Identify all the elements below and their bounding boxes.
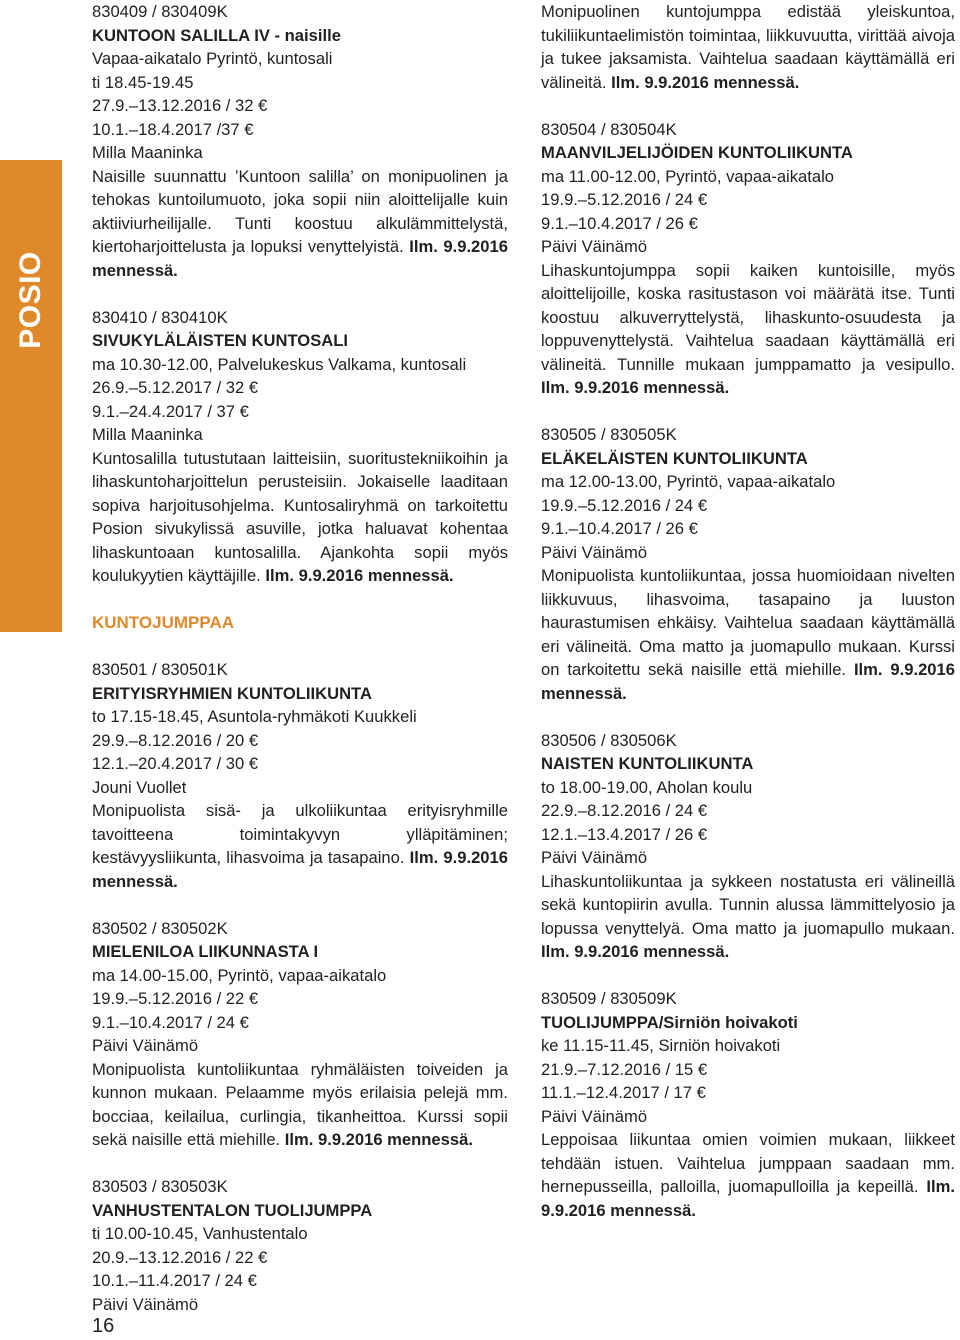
registration-deadline: Ilm. 9.9.2016 mennessä. (265, 566, 454, 585)
course-detail: to 18.00-19.00, Aholan koulu (541, 777, 753, 797)
course-description-text: Monipuolista kuntoliikuntaa ryhmäläisten toiveiden ja kunnon mukaan. Pelaamme myös erilaisia pelejä mm. bocciaa, keilailua, curlingia, tikanheittoa. Kurssi sopii sekä naisille että miehille. (92, 1059, 508, 1149)
course-description (92, 1058, 508, 1152)
left-top-entries (92, 0, 508, 588)
course-title: ELÄKELÄISTEN KUNTOLIIKUNTA (541, 448, 808, 468)
course-description-text: Leppoisaa liikuntaa omien voimien mukaan, liikkeet tehdään istuen. Vaihtelua jumppaan saadaan mm. hernepusseilla, palloilla, juomapulloilla ja kepeillä. (541, 1130, 955, 1196)
course-description-text: Monipuolista sisä- ja ulkoliikuntaa erityisryhmille tavoitteena toimintakyvyn ylläpitäminen; kestävyysliikunta, lihasvoima ja tasapaino. (92, 801, 508, 867)
course-detail: 21.9.–7.12.2016 / 15 € (541, 1059, 708, 1079)
course-detail: Milla Maaninka (92, 425, 203, 444)
course-detail: Päivi Väinämö (92, 1294, 199, 1314)
left-bottom-entries (92, 658, 508, 1316)
course-code: 830509 / 830509K (541, 989, 677, 1008)
course-detail: 29.9.–8.12.2016 / 20 € (92, 730, 259, 750)
course-entry (92, 658, 508, 893)
course-detail: 9.1.–10.4.2017 / 26 € (541, 213, 698, 233)
registration-deadline: Ilm. 9.9.2016 mennessä. (92, 237, 508, 280)
course-detail: Päivi Väinämö (541, 1106, 648, 1126)
course-code: 830504 / 830504K (541, 119, 677, 139)
continuation-description: Monipuolinen kuntojumppa edistää yleiskuntoa, tukiliikuntaelimistön toimintaa, liikkuvuutta, virittää aivoja ja tukee jaksamista. Vaihtelua saadaan käyttämällä eri välineitä. Ilm. 9.9.2016 mennessä. (541, 2, 955, 92)
course-entry (92, 306, 508, 588)
side-tab (0, 160, 62, 632)
course-description (541, 564, 955, 705)
course-title: VANHUSTENTALON TUOLIJUMPPA (92, 1200, 373, 1220)
course-entry (541, 729, 955, 964)
course-detail: ma 12.00-13.00, Pyrintö, vapaa-aikatalo (541, 472, 836, 491)
registration-deadline: Ilm. 9.9.2016 mennessä. (92, 848, 508, 891)
course-title: SIVUKYLÄLÄISTEN KUNTOSALI (92, 331, 348, 350)
continuation-entry (541, 0, 955, 94)
section-heading: KUNTOJUMPPAA (92, 613, 234, 632)
course-detail: 22.9.–8.12.2016 / 24 € (541, 801, 708, 820)
course-entry (541, 423, 955, 705)
course-detail: Vapaa-aikatalo Pyrintö, kuntosali (92, 49, 333, 68)
course-code: 830506 / 830506K (541, 730, 677, 750)
course-description (92, 165, 508, 283)
course-entry (92, 917, 508, 1152)
course-title: MAANVILJELIJÖIDEN KUNTOLIIKUNTA (541, 143, 853, 162)
right-column (541, 0, 955, 1246)
course-description (541, 1128, 955, 1222)
course-description-text: Kuntosalilla tutustutaan laitteisiin, suoritustekniikoihin ja lihaskuntoharjoittelun perusteisiin. Jokaiselle laaditaan sopiva harjoitusohjelma. Kuntosaliryhmä on tarkoitettu Posion sivukylissä asuville, jotka haluavat kohentaa lihaskuntoaan kuntosalilla. Ajankohta sopii myös koulukyytien käyttäjille. (92, 448, 508, 585)
page-number: 16 (92, 1315, 115, 1337)
course-entry (541, 118, 955, 400)
course-detail: ke 11.15-11.45, Sirniön hoivakoti (541, 1036, 781, 1055)
course-detail: 12.1.–20.4.2017 / 30 € (92, 754, 259, 773)
course-description (92, 447, 508, 588)
registration-deadline: Ilm. 9.9.2016 mennessä. (284, 1130, 473, 1149)
course-detail: Päivi Väinämö (541, 237, 648, 256)
registration-deadline: Ilm. 9.9.2016 mennessä. (541, 378, 730, 397)
left-column (92, 0, 508, 1340)
course-title: KUNTOON SALILLA IV - naisille (92, 25, 341, 45)
course-detail: 19.9.–5.12.2016 / 24 € (541, 190, 708, 209)
course-detail: 12.1.–13.4.2017 / 26 € (541, 824, 708, 844)
course-description-text: Lihaskuntoliikuntaa ja sykkeen nostatusta eri välineillä sekä kuntopiirin avulla. Tunnin alussa lämmittelyosio ja lopussa venyttelyä. Oma matto ja juomapullo mukaan. (541, 871, 955, 938)
registration-deadline: Ilm. 9.9.2016 mennessä. (541, 660, 955, 703)
course-detail: 27.9.–13.12.2016 / 32 € (92, 96, 268, 115)
course-detail: ti 10.00-10.45, Vanhustentalo (92, 1224, 308, 1243)
course-description-text: Naisille suunnattu ’Kuntoon salilla’ on monipuolinen ja tehokas kuntoilumuoto, joka sopii niin aloittelijalle kuin aktiiviurheilijalle. Tunti koostuu alkulämmittelystä, kiertoharjoittelusta ja lopuksi venyttelyistä. (92, 166, 508, 256)
course-description (92, 799, 508, 893)
course-code: 830502 / 830502K (92, 918, 228, 938)
course-code: 830505 / 830505K (541, 425, 677, 444)
course-detail: 9.1.–24.4.2017 / 37 € (92, 401, 249, 421)
course-detail: ma 10.30-12.00, Palvelukeskus Valkama, kuntosali (92, 354, 467, 374)
course-detail: ma 11.00-12.00, Pyrintö, vapaa-aikatalo (541, 166, 835, 186)
course-detail: 19.9.–5.12.2016 / 24 € (541, 495, 708, 515)
course-description (541, 870, 955, 964)
course-detail: ma 14.00-15.00, Pyrintö, vapaa-aikatalo (92, 965, 387, 985)
registration-deadline: Ilm. 9.9.2016 mennessä. (611, 72, 800, 92)
side-tab-label: POSIO (14, 251, 47, 349)
registration-deadline: Ilm. 9.9.2016 mennessä. (541, 1177, 955, 1220)
course-detail: Päivi Väinämö (541, 848, 648, 867)
course-description-text: Lihaskuntojumppa sopii kaiken kuntoisille, myös aloittelijoille, koska rasitustason voi määrätä itse. Tunti koostuu alkuverryttelystä, lihaskunto-osuudesta ja loppuvenyttelystä. Vaihtelua saadaan käyttämällä eri välineitä. Tunnille mukaan jumppamatto ja vesipullo. (541, 260, 955, 374)
course-detail: 9.1.–10.4.2017 / 24 € (92, 1012, 249, 1032)
course-title: MIELENILOA LIIKUNNASTA I (92, 942, 319, 961)
course-code: 830503 / 830503K (92, 1177, 228, 1196)
course-entry (92, 0, 508, 282)
course-detail: 10.1.–11.4.2017 / 24 € (92, 1271, 257, 1290)
course-detail: to 17.15-18.45, Asuntola-ryhmäkoti Kuukkeli (92, 707, 417, 726)
course-entry (541, 987, 955, 1222)
course-detail: 10.1.–18.4.2017 /37 € (92, 119, 254, 139)
right-entries (541, 118, 955, 1223)
course-title: NAISTEN KUNTOLIIKUNTA (541, 754, 754, 773)
course-detail: Päivi Väinämö (92, 1036, 199, 1055)
course-detail: Milla Maaninka (92, 143, 203, 162)
course-entry (92, 1175, 508, 1316)
course-detail: Jouni Vuollet (92, 777, 187, 797)
course-title: ERITYISRYHMIEN KUNTOLIIKUNTA (92, 683, 372, 703)
course-detail: 11.1.–12.4.2017 / 17 € (541, 1083, 706, 1102)
course-detail: Päivi Väinämö (541, 542, 648, 562)
course-description-text: Monipuolista kuntoliikuntaa, jossa huomioidaan nivelten liikkuvuus, lihasvoima, tasapaino ja luuston haurastumisen ehkäisy. Vaihtelua saadaan käyttämällä eri välineitä. Oma matto ja juomapullo mukaan. Kurssi on tarkoitettu sekä naisille että miehille. (541, 566, 955, 679)
course-code: 830501 / 830501K (92, 660, 228, 679)
registration-deadline: Ilm. 9.9.2016 mennessä. (541, 942, 730, 961)
course-code: 830410 / 830410K (92, 307, 228, 327)
course-description (541, 259, 955, 400)
course-code: 830409 / 830409K (92, 2, 228, 21)
course-detail: ti 18.45-19.45 (92, 72, 194, 92)
course-title: TUOLIJUMPPA/Sirniön hoivakoti (541, 1012, 798, 1032)
course-detail: 20.9.–13.12.2016 / 22 € (92, 1247, 268, 1267)
course-detail: 9.1.–10.4.2017 / 26 € (541, 519, 698, 538)
course-detail: 19.9.–5.12.2016 / 22 € (92, 989, 259, 1008)
course-detail: 26.9.–5.12.2017 / 32 € (92, 378, 259, 397)
